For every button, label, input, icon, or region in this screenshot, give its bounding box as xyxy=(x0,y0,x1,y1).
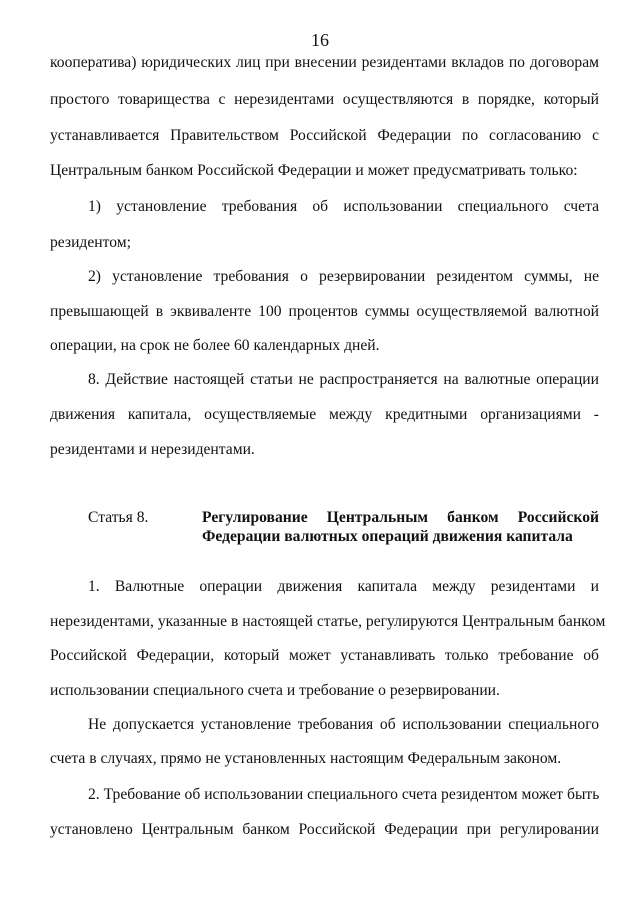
text-line: Российской Федерации, который может устанавливать только требование об xyxy=(50,647,599,664)
text-line: резидентом; xyxy=(50,234,131,251)
text-line: Центральным банком Российской Федерации и может предусматривать только: xyxy=(50,162,578,179)
text-line: использовании специального счета и требование о резервировании. xyxy=(50,682,500,699)
text-line: установлено Центральным банком Российской Федерации при регулировании xyxy=(50,821,599,838)
text-line: счета в случаях, прямо не установленных настоящим Федеральным законом. xyxy=(50,750,562,767)
text-line: движения капитала, осуществляемые между кредитными организациями - xyxy=(50,406,599,423)
text-line: операции, на срок не более 60 календарных дней. xyxy=(50,337,380,354)
text-line: Не допускается установление требования об использовании специального xyxy=(88,716,599,733)
article-number: Статья 8. xyxy=(88,509,149,526)
text-line: 8. Действие настоящей статьи не распространяется на валютные операции xyxy=(88,371,599,388)
article-title: Федерации валютных операций движения капитала xyxy=(202,528,573,545)
article-title: Регулирование Центральным банком Российской xyxy=(202,509,599,526)
page-number: 16 xyxy=(311,30,329,50)
text-line: 1. Валютные операции движения капитала между резидентами и xyxy=(88,578,599,595)
text-line: кооператива) юридических лиц при внесении резидентами вкладов по договорам xyxy=(50,54,599,71)
text-line: нерезидентами, указанные в настоящей статье, регулируются Центральным банком xyxy=(50,613,606,630)
text-line: 2) установление требования о резервировании резидентом суммы, не xyxy=(88,268,599,285)
text-line: превышающей в эквиваленте 100 процентов суммы осуществляемой валютной xyxy=(50,303,599,320)
text-line: простого товарищества с нерезидентами осуществляются в порядке, который xyxy=(50,91,599,108)
text-line: резидентами и нерезидентами. xyxy=(50,441,255,458)
text-line: 2. Требование об использовании специального счета резидентом может быть xyxy=(88,786,600,803)
text-line: устанавливается Правительством Российской Федерации по согласованию с xyxy=(50,127,599,144)
text-line: 1) установление требования об использовании специального счета xyxy=(88,198,599,215)
